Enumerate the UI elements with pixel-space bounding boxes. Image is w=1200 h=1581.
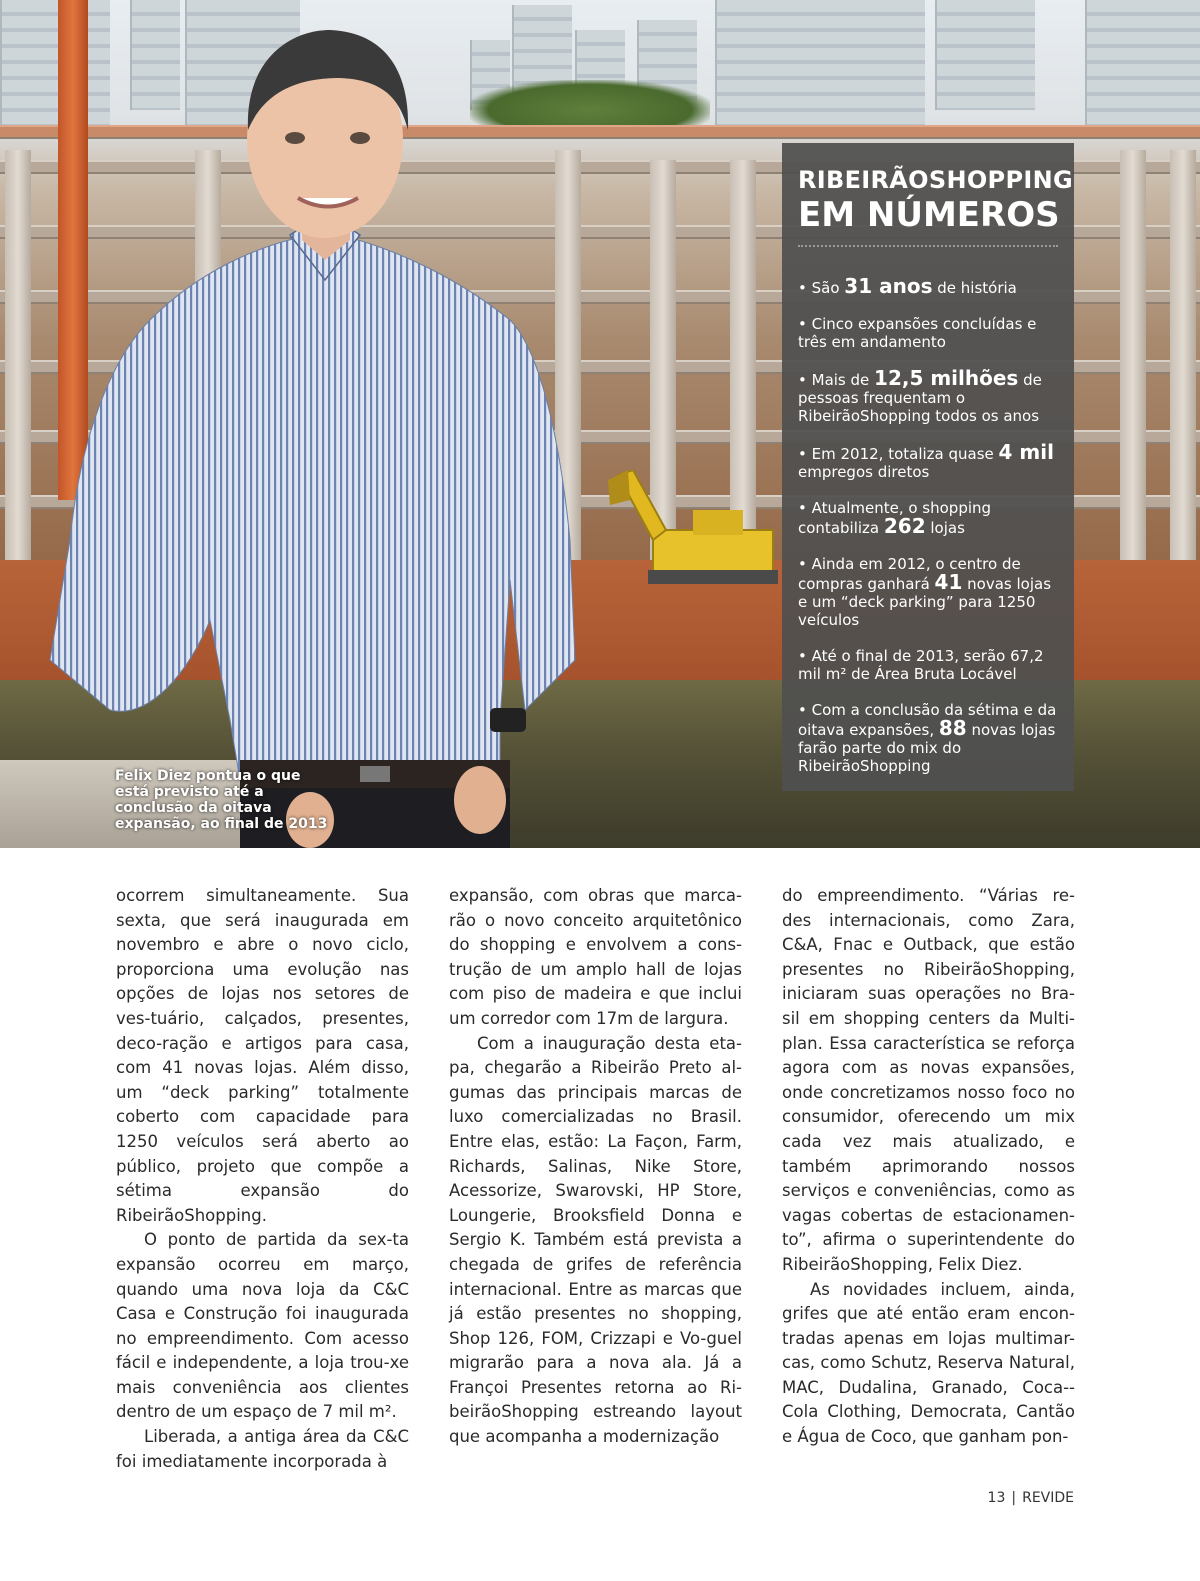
page-number: 13: [987, 1490, 1006, 1506]
article-paragraph: ocorrem simultaneamente. Sua sexta, que será inaugurada em novembro e abre o novo ciclo, proporciona uma evolução nas opções de lojas nos setores de ves-tuário, calçados, presentes, deco-ração e artigos para casa, com 41 novas lojas. Além disso, um “deck parking” totalmente coberto com capacidade para 1250 veículos será aberto ao público, projeto que compõe a sétima expansão do RibeirãoShopping.: [116, 886, 409, 1225]
stats-title-line1: RIBEIRÃOSHOPPING: [798, 166, 1073, 194]
article-column-3: [782, 884, 1075, 1450]
stats-title-line2: EM NÚMEROS: [798, 195, 1060, 235]
stats-item: • São 31 anos de história: [798, 274, 1017, 298]
article-paragraph: O ponto de partida da sex-ta expansão ocorreu em março, quando uma nova loja da C&C Casa e Construção foi inaugurada no empreendimento. Com acesso fácil e independente, a loja trou-xe mais conveniência aos clientes dentro de um espaço de 7 mil m².: [116, 1230, 409, 1422]
article-paragraph: Com a inauguração desta eta-pa, chegarão a Ribeirão Preto al-gumas das principais marcas de luxo comercializadas no Brasil. Entre elas, estão: La Façon, Farm, Richards, Salinas, Nike Store, Acessorize, Swarovski, HP Store, Loungerie, Brooksfield Donna e Sergio K. Também está prevista a chegada de grifes de referência internacional. Entre as marcas que já estão presentes no shopping, Shop 126, FOM, Crizzapi e Vo-guel migrarão para a nova ala. Já a Françoi Presentes retorna ao Ri-beirãoShopping estreando layout que acompanha a modernização: [449, 1033, 742, 1447]
stats-item: • Até o final de 2013, serão 67,2 mil m² de Área Bruta Locável: [798, 647, 1044, 683]
article-paragraph: Liberada, a antiga área da C&C foi imediatamente incorporada à: [116, 1427, 409, 1471]
stats-item: • Em 2012, totaliza quase 4 mil empregos diretos: [798, 440, 1054, 481]
magazine-name: REVIDE: [1022, 1490, 1074, 1506]
portrait-felix-diez: [40, 20, 600, 848]
article-column-1: [116, 884, 409, 1474]
stats-item: • Com a conclusão da sétima e da oitava expansões, 88 novas lojas farão parte do mix do RibeirãoShopping: [798, 701, 1057, 775]
article-column-2: [449, 884, 742, 1450]
excavator-illustration: [598, 470, 778, 590]
stats-divider: [798, 245, 1058, 247]
stats-item: • Mais de 12,5 milhões de pessoas frequentam o RibeirãoShopping todos os anos: [798, 366, 1042, 425]
stats-box: [782, 143, 1074, 791]
page-footer: 13 | REVIDE: [987, 1490, 1074, 1506]
stats-item: • Atualmente, o shopping contabiliza 262 lojas: [798, 499, 992, 538]
stats-item: • Ainda em 2012, o centro de compras ganhará 41 novas lojas e um “deck parking” para 1250 veículos: [798, 555, 1052, 629]
article-paragraph: expansão, com obras que marca-rão o novo conceito arquitetônico do shopping e envolvem a cons-trução de um amplo hall de lojas com piso de madeira e que inclui um corredor com 17m de largura.: [449, 886, 742, 1028]
photo-caption: Felix Diez pontua o que está previsto até a conclusão da oitava expansão, ao final de 2013: [115, 768, 328, 832]
stats-list: [798, 274, 1058, 775]
article-paragraph: do empreendimento. “Várias re-des internacionais, como Zara, C&A, Fnac e Outback, que estão presentes no RibeirãoShopping, iniciaram suas operações no Bra-sil em shopping centers da Multi-plan. Essa característica se reforça agora com as novas expansões, onde concretizamos nosso foco no consumidor, oferecendo um mix cada vez mais atualizado, e também aprimorando nossos serviços e conveniências, como as vagas cobertas de estacionamen-to”, afirma o superintendente do RibeirãoShopping, Felix Diez.: [782, 886, 1075, 1274]
article-paragraph: As novidades incluem, ainda, grifes que até então eram encon-tradas apenas em lojas multimar-cas, como Schutz, Reserva Natural, MAC, Dudalina, Granado, Coca--Cola Clothing, Democrata, Cantão e Água de Coco, que ganham pon-: [782, 1279, 1075, 1447]
stats-item: • Cinco expansões concluídas e três em andamento: [798, 315, 1037, 351]
